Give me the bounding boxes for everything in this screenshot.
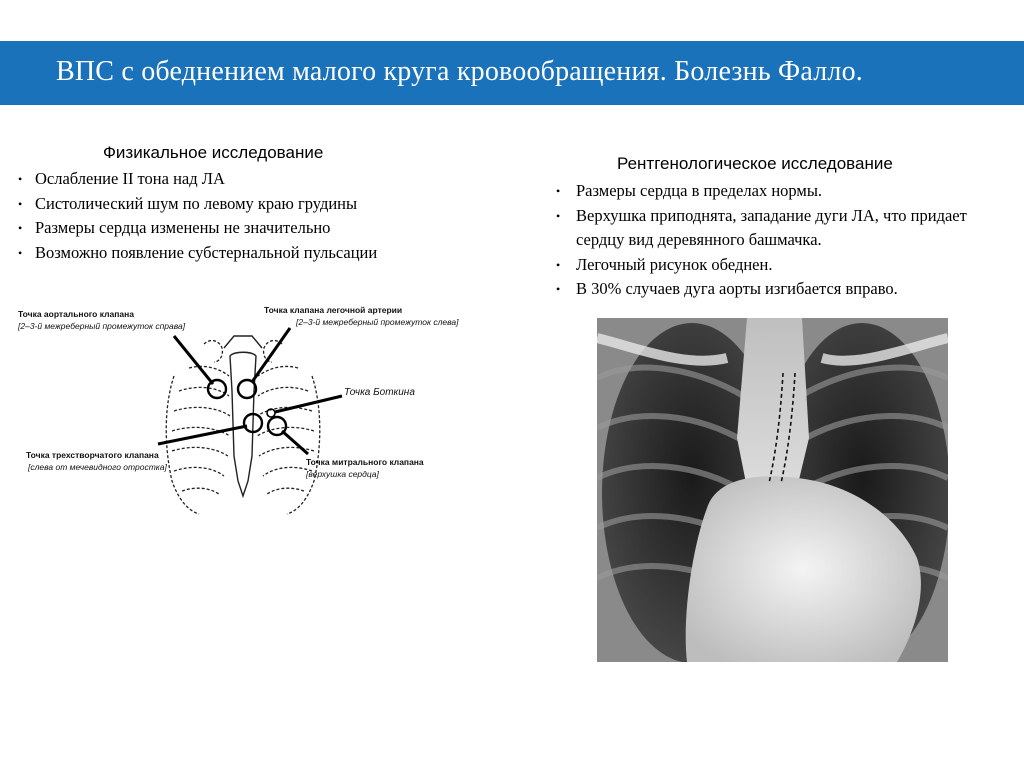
list-item: • Ослабление II тона над ЛА [18, 167, 458, 192]
pulmonary-point-label: Точка клапана легочной артерии [264, 305, 403, 315]
auscultation-diagram [14, 296, 484, 558]
mitral-point-label: Точка митрального клапана [306, 457, 424, 467]
xray-exam-list [556, 179, 976, 302]
list-item: • Легочный рисунок обеднен. [556, 253, 976, 278]
list-item: • Размеры сердца в пределах нормы. [556, 179, 976, 204]
title-bar [0, 41, 1024, 105]
mitral-point-note: [верхушка сердца] [306, 469, 379, 479]
slide-title: ВПС с обеднением малого круга кровообращения. Болезнь Фалло. [56, 56, 863, 87]
tricuspid-point-note: [слева от мечевидного отростка] [28, 462, 167, 472]
physical-exam-list [18, 167, 458, 265]
list-item: • Верхушка приподнята, западание дуги ЛА, что придает сердцу вид деревянного башмачка. [556, 204, 976, 253]
xray-exam-heading: Рентгенологическое исследование [617, 154, 893, 173]
chest-xray-image [597, 318, 948, 662]
list-item: • Размеры сердца изменены не значительно [18, 216, 458, 241]
botkin-point-label: Точка Боткина [344, 387, 415, 398]
physical-exam-heading: Физикальное исследование [103, 143, 324, 162]
tricuspid-point-label: Точка трехстворчатого клапана [26, 450, 159, 460]
list-item: • Возможно появление субстернальной пульсации [18, 241, 458, 266]
pulmonary-point-note: [2–3-й межреберный промежуток слева] [296, 317, 459, 327]
list-item: • Систолический шум по левому краю грудины [18, 192, 458, 217]
aortic-point-label: Точка аортального клапана [18, 309, 134, 319]
aortic-point-note: [2–3-й межреберный промежуток справа] [18, 321, 186, 331]
leader-lines [158, 328, 342, 454]
list-item: • В 30% случаев дуга аорты изгибается вправо. [556, 277, 976, 302]
